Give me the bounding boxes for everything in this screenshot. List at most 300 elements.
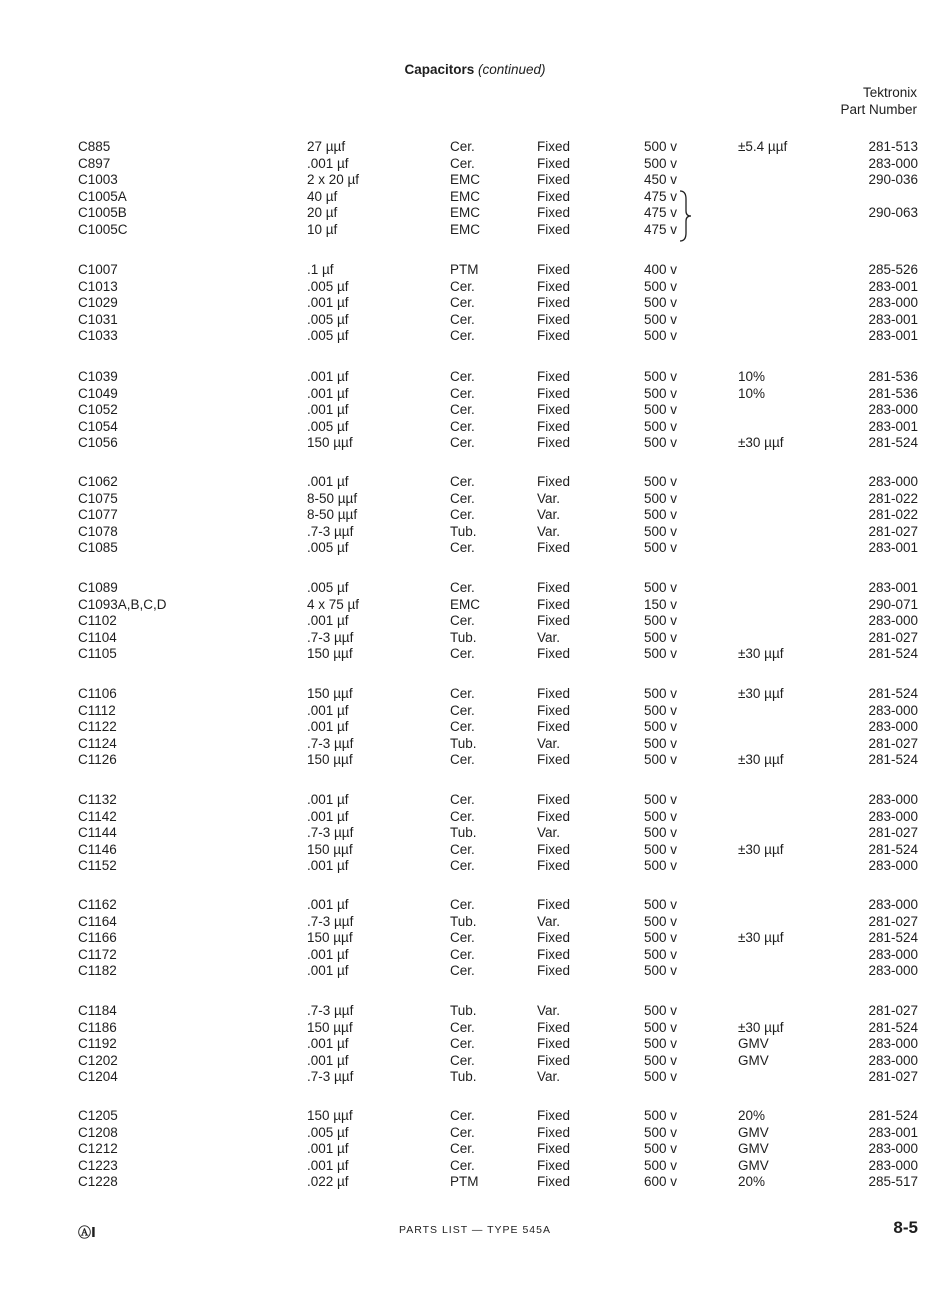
table-row — [0, 580, 950, 597]
cell-value: .7-3 µµf — [307, 1003, 354, 1018]
cell-part: 281-524 — [868, 930, 918, 946]
cell-type: Var. — [537, 507, 561, 523]
cell-tolerance: GMV — [738, 1141, 769, 1157]
cell-voltage: 450 v — [644, 172, 678, 188]
cell-value: .005 µf — [307, 1124, 349, 1140]
cell-part: 283-000 — [868, 719, 918, 735]
cell-type: Var. — [537, 490, 561, 506]
cell-part: 281-536 — [868, 385, 918, 401]
cell-voltage: 500 v — [644, 295, 678, 311]
cell-dielectric: Cer. — [450, 1052, 475, 1068]
cell-ref: C1192 — [78, 1036, 117, 1052]
cell-ref: C1166 — [78, 930, 117, 946]
cell-type: Fixed — [537, 897, 571, 912]
cell-ref: C1186 — [78, 1019, 117, 1035]
table-group — [0, 1108, 950, 1191]
cell-voltage: 500 v — [644, 858, 678, 874]
cell-value: .005 µf — [307, 540, 349, 556]
cell-ref: C1075 — [78, 490, 118, 506]
cell-type: Fixed — [537, 702, 571, 718]
cell-type: Fixed — [537, 792, 571, 807]
cell-value: .7-3 µµf — [307, 1069, 354, 1085]
cell-ref: C1005A — [78, 188, 127, 204]
cell-value: .001 µf — [307, 1036, 349, 1052]
cell-type: Fixed — [537, 930, 571, 946]
cell-dielectric: Cer. — [450, 418, 475, 434]
cell-dielectric: Cer. — [450, 580, 475, 595]
cell-dielectric: Tub. — [450, 1003, 477, 1018]
table-row — [0, 435, 950, 452]
cell-ref: C897 — [78, 155, 111, 171]
cell-ref: C1031 — [78, 311, 118, 327]
cell-voltage: 500 v — [644, 1124, 678, 1140]
cell-dielectric: EMC — [450, 205, 480, 221]
cell-dielectric: PTM — [450, 1174, 479, 1190]
cell-type: Var. — [537, 1003, 561, 1018]
cell-dielectric: Cer. — [450, 686, 475, 701]
cell-ref: C1212 — [78, 1141, 118, 1157]
cell-voltage: 500 v — [644, 752, 678, 768]
cell-ref: C1005C — [78, 221, 128, 237]
cell-voltage: 500 v — [644, 702, 678, 718]
cell-type: Fixed — [537, 205, 571, 221]
table-row — [0, 825, 950, 842]
cell-type: Fixed — [537, 719, 571, 735]
cell-voltage: 500 v — [644, 369, 678, 384]
cell-part: 281-524 — [868, 646, 918, 662]
cell-voltage: 500 v — [644, 402, 678, 418]
cell-dielectric: Cer. — [450, 752, 475, 768]
cell-value: .7-3 µµf — [307, 735, 354, 751]
cell-value: .001 µf — [307, 963, 349, 979]
cell-dielectric: Tub. — [450, 913, 477, 929]
table-row — [0, 1020, 950, 1037]
cell-ref: C1152 — [78, 858, 117, 874]
table-row — [0, 295, 950, 312]
cell-type: Fixed — [537, 474, 571, 489]
cell-dielectric: Cer. — [450, 402, 475, 418]
cell-type: Fixed — [537, 1141, 571, 1157]
table-row — [0, 719, 950, 736]
cell-dielectric: Cer. — [450, 1019, 475, 1035]
cell-voltage: 500 v — [644, 418, 678, 434]
cell-voltage: 400 v — [644, 262, 678, 277]
table-row — [0, 809, 950, 826]
cell-voltage: 500 v — [644, 1141, 678, 1157]
cell-ref: C885 — [78, 139, 111, 154]
cell-type: Fixed — [537, 295, 571, 311]
cell-ref: C1223 — [78, 1157, 118, 1173]
cell-part: 290-036 — [868, 172, 918, 188]
cell-value: .7-3 µµf — [307, 913, 354, 929]
cell-value: 150 µµf — [307, 752, 353, 768]
cell-type: Fixed — [537, 155, 571, 171]
cell-ref: C1106 — [78, 686, 117, 701]
cell-type: Var. — [537, 629, 561, 645]
cell-tolerance: ±30 µµf — [738, 841, 784, 857]
cell-part: 283-000 — [868, 1036, 918, 1052]
cell-ref: C1105 — [78, 646, 117, 662]
cell-part: 281-027 — [868, 735, 918, 751]
cell-type: Fixed — [537, 435, 571, 451]
cell-dielectric: Cer. — [450, 646, 475, 662]
cell-type: Fixed — [537, 402, 571, 418]
table-row — [0, 1174, 950, 1191]
table-row — [0, 491, 950, 508]
cell-part: 283-000 — [868, 897, 918, 912]
cell-part: 283-001 — [868, 328, 918, 344]
cell-ref: C1228 — [78, 1174, 118, 1190]
cell-dielectric: Cer. — [450, 540, 475, 556]
cell-voltage: 500 v — [644, 474, 678, 489]
cell-value: 2 x 20 µf — [307, 172, 360, 188]
table-row — [0, 419, 950, 436]
table-group — [0, 897, 950, 980]
cell-value: .001 µf — [307, 1157, 349, 1173]
cell-type: Fixed — [537, 580, 571, 595]
cell-type: Var. — [537, 1069, 561, 1085]
table-row — [0, 930, 950, 947]
cell-type: Fixed — [537, 172, 571, 188]
cell-value: 8-50 µµf — [307, 507, 358, 523]
table-row — [0, 1108, 950, 1125]
cell-voltage: 500 v — [644, 490, 678, 506]
cell-ref: C1049 — [78, 385, 118, 401]
cell-ref: C1077 — [78, 507, 118, 523]
cell-dielectric: EMC — [450, 596, 480, 612]
cell-part: 281-536 — [868, 369, 918, 384]
cell-voltage: 500 v — [644, 328, 678, 344]
table-row — [0, 1053, 950, 1070]
cell-value: .005 µf — [307, 418, 349, 434]
table-row — [0, 1036, 950, 1053]
cell-tolerance: 20% — [738, 1108, 766, 1123]
table-row — [0, 139, 950, 156]
cell-tolerance: 20% — [738, 1174, 766, 1190]
cell-ref: C1184 — [78, 1003, 117, 1018]
cell-ref: C1112 — [78, 702, 116, 718]
cell-ref: C1104 — [78, 629, 117, 645]
cell-ref: C1205 — [78, 1108, 118, 1123]
cell-part: 285-517 — [868, 1174, 918, 1190]
table-row — [0, 189, 950, 206]
table-group — [0, 686, 950, 769]
cell-voltage: 500 v — [644, 1108, 678, 1123]
cell-type: Fixed — [537, 946, 571, 962]
footer-title: PARTS LIST — TYPE 545A — [399, 1224, 551, 1236]
cell-voltage: 500 v — [644, 507, 678, 523]
table-row — [0, 914, 950, 931]
cell-ref: C1007 — [78, 262, 118, 277]
cell-part: 281-524 — [868, 686, 918, 701]
cell-dielectric: Tub. — [450, 629, 477, 645]
table-row — [0, 630, 950, 647]
cell-voltage: 500 v — [644, 808, 678, 824]
cell-voltage: 500 v — [644, 841, 678, 857]
table-row — [0, 858, 950, 875]
cell-value: 150 µµf — [307, 1108, 353, 1123]
cell-value: .001 µf — [307, 369, 349, 384]
cell-dielectric: Cer. — [450, 295, 475, 311]
cell-tolerance: ±30 µµf — [738, 930, 784, 946]
table-row — [0, 947, 950, 964]
voltage-brace-icon — [678, 189, 692, 243]
cell-part: 290-063 — [868, 205, 918, 221]
cell-value: .001 µf — [307, 385, 349, 401]
table-row — [0, 524, 950, 541]
cell-part: 283-000 — [868, 808, 918, 824]
table-group — [0, 1003, 950, 1086]
cell-voltage: 500 v — [644, 139, 678, 154]
table-row — [0, 222, 950, 239]
cell-value: 10 µf — [307, 221, 338, 237]
cell-voltage: 500 v — [644, 719, 678, 735]
table-row — [0, 205, 950, 222]
cell-voltage: 500 v — [644, 913, 678, 929]
cell-tolerance: GMV — [738, 1052, 769, 1068]
cell-ref: C1204 — [78, 1069, 118, 1085]
table-row — [0, 597, 950, 614]
cell-ref: C1182 — [78, 963, 117, 979]
cell-value: 150 µµf — [307, 435, 353, 451]
cell-value: 4 x 75 µf — [307, 596, 360, 612]
cell-dielectric: Cer. — [450, 139, 475, 154]
cell-tolerance: ±30 µµf — [738, 686, 784, 701]
table-row — [0, 752, 950, 769]
cell-dielectric: Cer. — [450, 1108, 475, 1123]
cell-tolerance: 10% — [738, 385, 766, 401]
cell-dielectric: EMC — [450, 188, 480, 204]
cell-voltage: 500 v — [644, 580, 678, 595]
cell-type: Fixed — [537, 385, 571, 401]
cell-voltage: 500 v — [644, 523, 678, 539]
cell-value: .001 µf — [307, 858, 349, 874]
cell-voltage: 475 v — [644, 188, 678, 204]
cell-ref: C1164 — [78, 913, 117, 929]
cell-dielectric: Cer. — [450, 155, 475, 171]
table-row — [0, 172, 950, 189]
cell-value: .001 µf — [307, 1052, 349, 1068]
cell-value: .001 µf — [307, 792, 349, 807]
cell-type: Fixed — [537, 418, 571, 434]
cell-type: Fixed — [537, 808, 571, 824]
table-row — [0, 540, 950, 557]
cell-ref: C1052 — [78, 402, 118, 418]
cell-part: 283-000 — [868, 946, 918, 962]
cell-part: 283-000 — [868, 613, 918, 629]
cell-part: 281-027 — [868, 913, 918, 929]
cell-part: 281-524 — [868, 752, 918, 768]
cell-type: Fixed — [537, 686, 571, 701]
page-title — [0, 62, 950, 77]
table-row — [0, 474, 950, 491]
cell-part: 281-022 — [868, 507, 918, 523]
cell-part: 283-001 — [868, 580, 918, 595]
cell-voltage: 500 v — [644, 155, 678, 171]
cell-part: 283-001 — [868, 1124, 918, 1140]
table-row — [0, 1158, 950, 1175]
cell-part: 283-000 — [868, 792, 918, 807]
cell-dielectric: Cer. — [450, 311, 475, 327]
cell-ref: C1142 — [78, 808, 117, 824]
cell-voltage: 500 v — [644, 540, 678, 556]
cell-value: 150 µµf — [307, 1019, 353, 1035]
table-row — [0, 262, 950, 279]
table-row — [0, 386, 950, 403]
cell-part: 283-000 — [868, 1157, 918, 1173]
table-row — [0, 1003, 950, 1020]
footer-logo: ⒶⅠ — [78, 1225, 96, 1240]
cell-tolerance: ±5.4 µµf — [738, 139, 788, 154]
cell-ref: C1162 — [78, 897, 117, 912]
table-row — [0, 369, 950, 386]
cell-value: .001 µf — [307, 613, 349, 629]
cell-value: .022 µf — [307, 1174, 349, 1190]
cell-ref: C1124 — [78, 735, 117, 751]
cell-value: 40 µf — [307, 188, 338, 204]
cell-type: Fixed — [537, 1124, 571, 1140]
table-group — [0, 792, 950, 875]
cell-voltage: 500 v — [644, 311, 678, 327]
cell-part: 283-001 — [868, 540, 918, 556]
cell-dielectric: Cer. — [450, 435, 475, 451]
cell-voltage: 500 v — [644, 1157, 678, 1173]
column-header-line-2: Part Number — [840, 102, 917, 117]
cell-type: Fixed — [537, 1108, 571, 1123]
cell-type: Fixed — [537, 858, 571, 874]
table-group — [0, 139, 950, 239]
cell-dielectric: Cer. — [450, 702, 475, 718]
cell-dielectric: Cer. — [450, 946, 475, 962]
cell-type: Var. — [537, 825, 561, 841]
cell-dielectric: EMC — [450, 172, 480, 188]
table-row — [0, 1125, 950, 1142]
cell-dielectric: Cer. — [450, 858, 475, 874]
cell-type: Fixed — [537, 311, 571, 327]
cell-part: 283-000 — [868, 1141, 918, 1157]
cell-part: 283-000 — [868, 402, 918, 418]
cell-type: Fixed — [537, 646, 571, 662]
page-title-suffix: (continued) — [478, 62, 546, 77]
cell-part: 283-000 — [868, 474, 918, 489]
cell-value: .005 µf — [307, 328, 349, 344]
cell-part: 281-524 — [868, 1108, 918, 1123]
cell-dielectric: Cer. — [450, 792, 475, 807]
cell-voltage: 500 v — [644, 963, 678, 979]
cell-type: Fixed — [537, 752, 571, 768]
cell-ref: C1089 — [78, 580, 118, 595]
table-row — [0, 507, 950, 524]
cell-value: 150 µµf — [307, 841, 353, 857]
cell-voltage: 500 v — [644, 613, 678, 629]
table-row — [0, 1141, 950, 1158]
cell-dielectric: Tub. — [450, 1069, 477, 1085]
cell-value: .001 µf — [307, 946, 349, 962]
cell-part: 281-524 — [868, 1019, 918, 1035]
cell-part: 283-000 — [868, 295, 918, 311]
cell-value: 27 µµf — [307, 139, 346, 154]
cell-voltage: 500 v — [644, 735, 678, 751]
cell-value: 20 µf — [307, 205, 338, 221]
cell-tolerance: 10% — [738, 369, 766, 384]
cell-dielectric: Cer. — [450, 490, 475, 506]
cell-dielectric: Cer. — [450, 930, 475, 946]
cell-ref: C1033 — [78, 328, 118, 344]
cell-type: Fixed — [537, 328, 571, 344]
cell-tolerance: ±30 µµf — [738, 1019, 784, 1035]
cell-part: 283-001 — [868, 311, 918, 327]
cell-ref: C1029 — [78, 295, 118, 311]
cell-dielectric: Cer. — [450, 719, 475, 735]
cell-part: 283-001 — [868, 418, 918, 434]
cell-dielectric: Cer. — [450, 385, 475, 401]
cell-type: Fixed — [537, 1036, 571, 1052]
cell-voltage: 475 v — [644, 221, 678, 237]
table-row — [0, 842, 950, 859]
cell-dielectric: Tub. — [450, 825, 477, 841]
cell-part: 283-000 — [868, 963, 918, 979]
cell-voltage: 600 v — [644, 1174, 678, 1190]
cell-dielectric: Cer. — [450, 613, 475, 629]
cell-ref: C1102 — [78, 613, 117, 629]
table-row — [0, 963, 950, 980]
table-row — [0, 703, 950, 720]
part-number-column-header — [840, 84, 917, 118]
cell-dielectric: Cer. — [450, 507, 475, 523]
cell-value: .1 µf — [307, 262, 334, 277]
cell-value: .7-3 µµf — [307, 523, 354, 539]
cell-dielectric: Cer. — [450, 808, 475, 824]
cell-type: Fixed — [537, 540, 571, 556]
cell-value: 150 µµf — [307, 686, 353, 701]
cell-type: Fixed — [537, 139, 571, 154]
cell-value: .001 µf — [307, 808, 349, 824]
cell-type: Fixed — [537, 1019, 571, 1035]
cell-value: .001 µf — [307, 295, 349, 311]
cell-dielectric: Cer. — [450, 278, 475, 294]
cell-dielectric: Cer. — [450, 369, 475, 384]
cell-ref: C1202 — [78, 1052, 118, 1068]
cell-dielectric: Cer. — [450, 1157, 475, 1173]
cell-part: 281-027 — [868, 825, 918, 841]
cell-part: 283-000 — [868, 858, 918, 874]
cell-voltage: 500 v — [644, 825, 678, 841]
cell-tolerance: ±30 µµf — [738, 435, 784, 451]
cell-dielectric: Tub. — [450, 735, 477, 751]
cell-value: 8-50 µµf — [307, 490, 358, 506]
cell-dielectric: Cer. — [450, 963, 475, 979]
cell-part: 285-526 — [868, 262, 918, 277]
cell-voltage: 500 v — [644, 1019, 678, 1035]
cell-part: 281-524 — [868, 435, 918, 451]
cell-type: Fixed — [537, 1052, 571, 1068]
table-group — [0, 262, 950, 345]
cell-type: Fixed — [537, 278, 571, 294]
cell-voltage: 500 v — [644, 1036, 678, 1052]
cell-dielectric: Cer. — [450, 1036, 475, 1052]
cell-dielectric: Cer. — [450, 474, 475, 489]
cell-voltage: 500 v — [644, 930, 678, 946]
cell-value: .001 µf — [307, 155, 349, 171]
cell-ref: C1122 — [78, 719, 117, 735]
cell-part: 281-027 — [868, 523, 918, 539]
cell-value: .001 µf — [307, 402, 349, 418]
cell-ref: C1062 — [78, 474, 118, 489]
cell-voltage: 500 v — [644, 385, 678, 401]
cell-type: Var. — [537, 523, 561, 539]
cell-voltage: 500 v — [644, 646, 678, 662]
cell-tolerance: GMV — [738, 1124, 769, 1140]
